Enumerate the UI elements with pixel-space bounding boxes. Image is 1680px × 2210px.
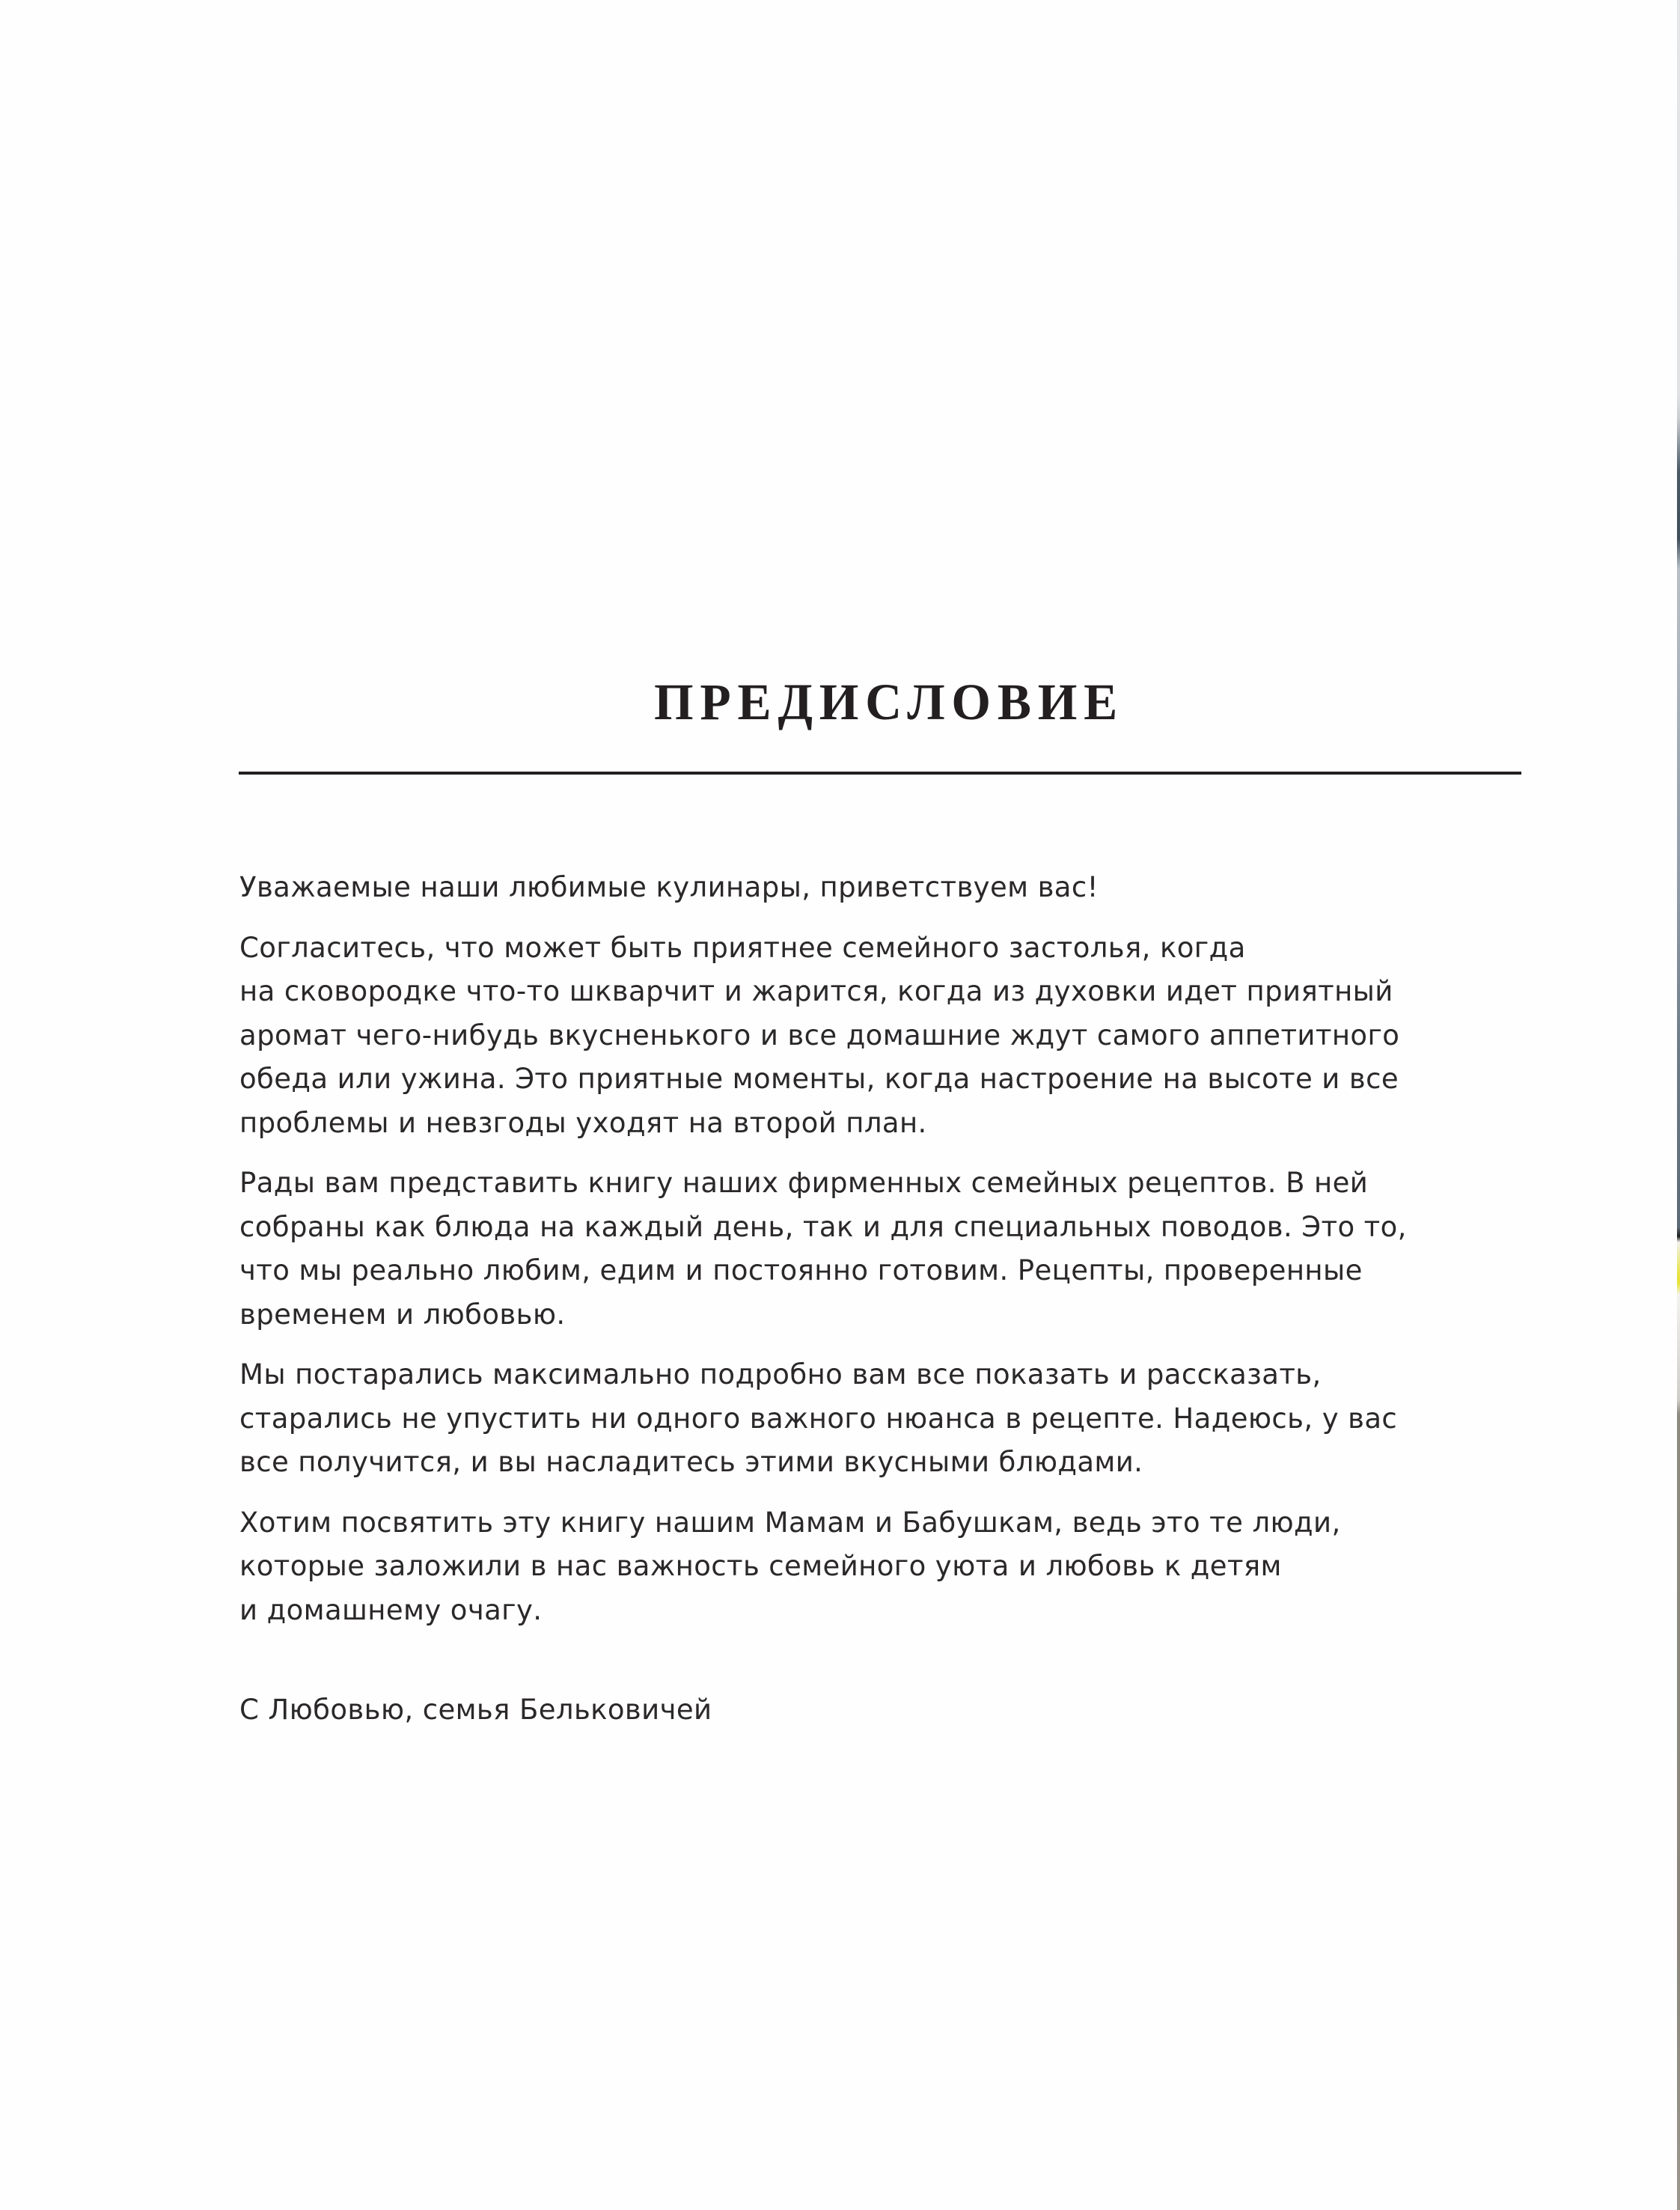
- text-line: проблемы и невзгоды уходят на второй план.: [239, 1106, 927, 1139]
- text-line: Рады вам представить книгу наших фирменных семейных рецептов. В ней: [239, 1167, 1369, 1199]
- text-line: на сковородке что-то шкварчит и жарится, когда из духовки идет приятный: [239, 975, 1393, 1007]
- text-line: все получится, и вы насладитесь этими вкусными блюдами.: [239, 1446, 1143, 1478]
- paragraph-family-dinner: [239, 927, 1527, 1146]
- signature: С Любовью, семья Бельковичей: [239, 1694, 712, 1726]
- preface-body: [239, 866, 1527, 1649]
- text-line: аромат чего-нибудь вкусненького и все домашние ждут самого аппетитного: [239, 1019, 1400, 1051]
- text-line: собраны как блюда на каждый день, так и для специальных поводов. Это то,: [239, 1210, 1407, 1243]
- text-line: Уважаемые наши любимые кулинары, приветствуем вас!: [239, 871, 1099, 903]
- paragraph-dedication: [239, 1501, 1527, 1633]
- page-title: ПРЕДИСЛОВИЕ: [654, 674, 1125, 730]
- text-line: Согласитесь, что может быть приятнее семейного застолья, когда: [239, 931, 1246, 964]
- text-line: обеда или ужина. Это приятные моменты, когда настроение на высоте и все: [239, 1063, 1399, 1095]
- adjacent-page-edge: [1677, 0, 1680, 2210]
- paragraph-book-intro: [239, 1162, 1527, 1337]
- text-line: что мы реально любим, едим и постоянно готовим. Рецепты, проверенные: [239, 1254, 1363, 1286]
- title-divider: [239, 772, 1521, 775]
- text-line: Мы постарались максимально подробно вам все показать и рассказать,: [239, 1358, 1322, 1391]
- text-line: временем и любовью.: [239, 1298, 566, 1331]
- paragraph-greeting: [239, 866, 1527, 910]
- text-line: и домашнему очагу.: [239, 1593, 543, 1626]
- text-line: Хотим посвятить эту книгу нашим Мамам и Бабушкам, ведь это те люди,: [239, 1506, 1341, 1539]
- paragraph-details: [239, 1353, 1527, 1485]
- text-line: старались не упустить ни одного важного нюанса в рецепте. Надеюсь, у вас: [239, 1402, 1398, 1435]
- text-line: которые заложили в нас важность семейного уюта и любовь к детям: [239, 1550, 1282, 1582]
